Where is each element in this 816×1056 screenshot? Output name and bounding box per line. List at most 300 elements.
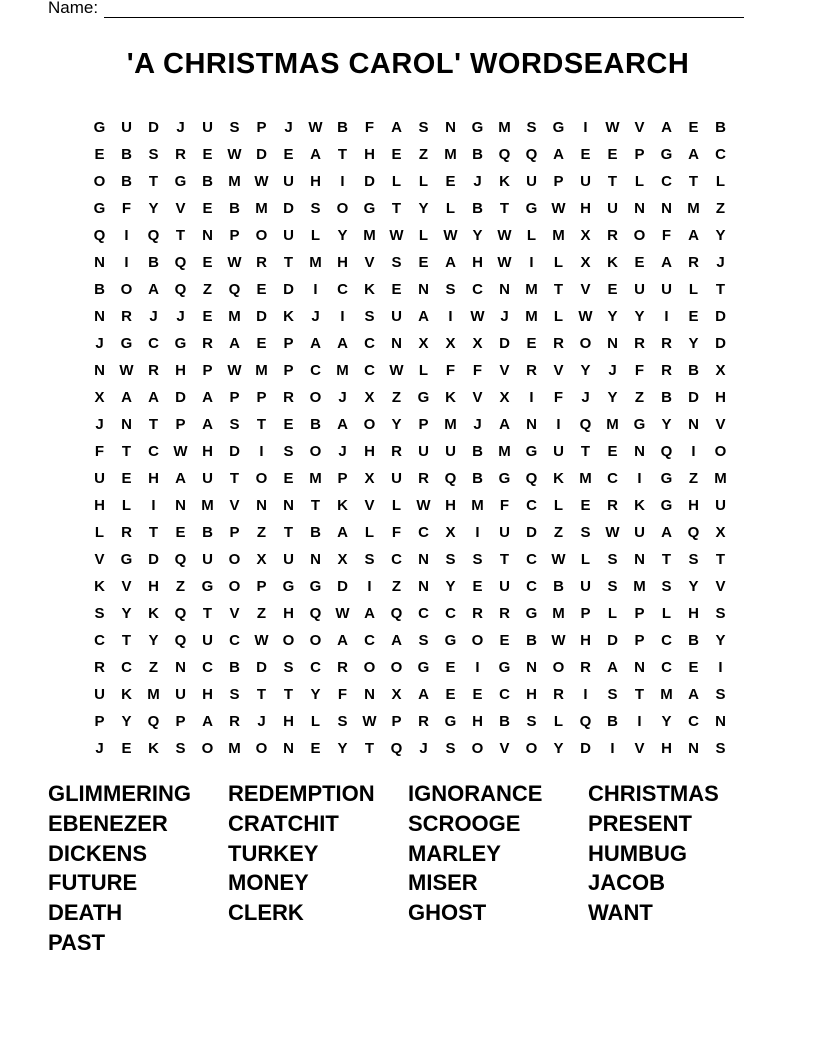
grid-letter: C xyxy=(202,659,213,676)
grid-letter: O xyxy=(309,389,322,406)
grid-letter: G xyxy=(201,578,214,595)
grid-letter: P xyxy=(283,362,294,379)
grid-letter: A xyxy=(418,686,429,703)
grid-letter: R xyxy=(499,605,510,622)
grid-row xyxy=(86,735,734,762)
grid-letter: Z xyxy=(256,524,267,541)
grid-letter: V xyxy=(580,281,591,298)
grid-letter: P xyxy=(256,578,267,595)
grid-letter: C xyxy=(607,470,618,487)
grid-letter: U xyxy=(202,470,213,487)
grid-letter: A xyxy=(148,389,159,406)
grid-letter: A xyxy=(418,308,429,325)
word-item: MONEY xyxy=(228,870,309,896)
grid-letter: O xyxy=(255,740,268,757)
grid-letter: M xyxy=(147,686,160,703)
grid-letter: E xyxy=(121,740,132,757)
grid-letter: T xyxy=(553,281,564,298)
grid-letter: F xyxy=(364,119,375,136)
grid-letter: C xyxy=(526,497,537,514)
grid-letter: O xyxy=(714,443,727,460)
grid-letter: X xyxy=(364,389,375,406)
grid-letter: U xyxy=(526,173,537,190)
grid-letter: Y xyxy=(391,416,402,433)
grid-letter: I xyxy=(637,470,642,487)
grid-letter: H xyxy=(688,605,699,622)
grid-letter: J xyxy=(95,335,104,352)
grid-letter: Y xyxy=(148,200,159,217)
grid-letter: S xyxy=(229,686,240,703)
word-item: DEATH xyxy=(48,900,123,926)
grid-letter: W xyxy=(389,362,404,379)
grid-letter: Q xyxy=(93,227,106,244)
grid-letter: O xyxy=(363,416,376,433)
grid-letter: E xyxy=(634,254,645,271)
grid-letter: E xyxy=(418,254,429,271)
grid-letter: H xyxy=(715,389,726,406)
grid-letter: P xyxy=(229,227,240,244)
grid-letter: L xyxy=(418,173,429,190)
grid-letter: O xyxy=(633,227,646,244)
grid-letter: Q xyxy=(174,551,187,568)
grid-letter: U xyxy=(580,173,591,190)
grid-letter: R xyxy=(121,308,132,325)
grid-letter: A xyxy=(364,605,375,622)
grid-letter: P xyxy=(580,605,591,622)
grid-letter: Y xyxy=(337,227,348,244)
grid-letter: S xyxy=(94,605,105,622)
grid-letter: R xyxy=(526,362,537,379)
grid-letter: W xyxy=(443,227,458,244)
grid-letter: R xyxy=(418,713,429,730)
grid-letter: U xyxy=(499,524,510,541)
grid-letter: S xyxy=(310,200,321,217)
grid-letter: Z xyxy=(688,470,699,487)
grid-letter: Z xyxy=(175,578,186,595)
grid-letter: Q xyxy=(147,713,160,730)
grid-letter: N xyxy=(688,416,699,433)
grid-letter: X xyxy=(256,551,267,568)
grid-letter: R xyxy=(94,659,105,676)
grid-letter: A xyxy=(445,254,456,271)
grid-letter: W xyxy=(470,308,485,325)
grid-letter: T xyxy=(202,605,213,622)
grid-letter: N xyxy=(175,659,186,676)
grid-letter: E xyxy=(688,308,699,325)
grid-letter: L xyxy=(418,362,429,379)
grid-letter: K xyxy=(94,578,105,595)
grid-letter: B xyxy=(202,524,213,541)
grid-letter: U xyxy=(121,119,132,136)
grid-letter: R xyxy=(553,335,564,352)
grid-letter: O xyxy=(228,578,241,595)
grid-letter: U xyxy=(391,308,402,325)
grid-letter: O xyxy=(552,659,565,676)
grid-letter: F xyxy=(634,362,645,379)
grid-letter: U xyxy=(202,551,213,568)
grid-letter: S xyxy=(364,551,375,568)
grid-letter: L xyxy=(715,173,726,190)
grid-letter: H xyxy=(472,713,483,730)
grid-letter: A xyxy=(688,146,699,163)
word-item: HUMBUG xyxy=(588,840,687,866)
grid-letter: A xyxy=(337,524,348,541)
grid-letter: V xyxy=(121,578,132,595)
grid-letter: N xyxy=(607,335,618,352)
grid-letter: N xyxy=(445,119,456,136)
grid-letter: B xyxy=(526,632,537,649)
grid-letter: R xyxy=(580,659,591,676)
grid-letter: S xyxy=(688,551,699,568)
grid-row xyxy=(86,384,734,411)
grid-letter: V xyxy=(499,740,510,757)
grid-letter: E xyxy=(202,308,213,325)
grid-letter: I xyxy=(475,659,480,676)
grid-letter: C xyxy=(364,362,375,379)
grid-letter: M xyxy=(606,416,619,433)
grid-letter: V xyxy=(229,497,240,514)
grid-letter: H xyxy=(445,497,456,514)
grid-letter: U xyxy=(94,470,105,487)
grid-letter: M xyxy=(336,362,349,379)
word-item: EBENEZER xyxy=(48,810,168,836)
grid-letter: V xyxy=(715,578,726,595)
grid-letter: M xyxy=(228,308,241,325)
grid-letter: I xyxy=(529,254,534,271)
grid-letter: T xyxy=(364,740,375,757)
grid-letter: I xyxy=(718,659,723,676)
grid-letter: L xyxy=(553,308,564,325)
grid-letter: X xyxy=(445,335,456,352)
grid-letter: R xyxy=(175,146,186,163)
grid-letter: W xyxy=(254,173,269,190)
grid-letter: G xyxy=(525,605,538,622)
grid-letter: R xyxy=(202,335,213,352)
grid-letter: D xyxy=(148,119,159,136)
grid-letter: Q xyxy=(498,146,511,163)
grid-letter: M xyxy=(579,470,592,487)
grid-letter: N xyxy=(175,497,186,514)
grid-letter: F xyxy=(553,389,564,406)
grid-row xyxy=(86,357,734,384)
grid-letter: V xyxy=(715,416,726,433)
word-item: PAST xyxy=(48,929,106,955)
grid-letter: T xyxy=(229,470,240,487)
grid-letter: I xyxy=(583,119,588,136)
grid-letter: B xyxy=(688,362,699,379)
grid-letter: I xyxy=(259,443,264,460)
grid-letter: N xyxy=(418,551,429,568)
grid-letter: C xyxy=(148,443,159,460)
grid-letter: D xyxy=(715,308,726,325)
grid-letter: U xyxy=(202,119,213,136)
grid-letter: I xyxy=(124,227,129,244)
grid-letter: F xyxy=(661,227,672,244)
grid-letter: X xyxy=(418,335,429,352)
grid-letter: O xyxy=(309,632,322,649)
grid-letter: H xyxy=(337,254,348,271)
grid-letter: T xyxy=(310,497,321,514)
grid-letter: B xyxy=(661,389,672,406)
grid-letter: S xyxy=(445,281,456,298)
grid-letter: M xyxy=(525,308,538,325)
grid-letter: N xyxy=(715,713,726,730)
grid-letter: W xyxy=(362,713,377,730)
word-item: TURKEY xyxy=(228,840,319,866)
word-item: FUTURE xyxy=(48,870,138,896)
grid-letter: C xyxy=(310,362,321,379)
grid-letter: T xyxy=(499,200,510,217)
grid-letter: D xyxy=(526,524,537,541)
grid-letter: S xyxy=(607,686,618,703)
grid-letter: U xyxy=(661,281,672,298)
grid-letter: Y xyxy=(688,335,699,352)
grid-letter: L xyxy=(391,173,402,190)
grid-letter: P xyxy=(337,470,348,487)
grid-letter: S xyxy=(283,443,294,460)
grid-letter: P xyxy=(391,713,402,730)
grid-letter: S xyxy=(283,659,294,676)
grid-row xyxy=(86,114,734,141)
grid-letter: V xyxy=(634,119,645,136)
grid-letter: L xyxy=(553,254,564,271)
grid-letter: F xyxy=(499,497,510,514)
grid-letter: Z xyxy=(391,389,402,406)
grid-letter: I xyxy=(583,686,588,703)
grid-letter: L xyxy=(661,605,672,622)
grid-letter: U xyxy=(418,443,429,460)
grid-letter: E xyxy=(391,146,402,163)
grid-letter: W xyxy=(254,632,269,649)
grid-letter: G xyxy=(120,335,133,352)
grid-letter: L xyxy=(553,713,564,730)
grid-letter: P xyxy=(634,605,645,622)
grid-letter: N xyxy=(310,551,321,568)
word-item: GLIMMERING xyxy=(48,781,191,806)
grid-letter: H xyxy=(202,686,213,703)
grid-letter: A xyxy=(202,713,213,730)
grid-letter: Y xyxy=(121,713,132,730)
grid-letter: F xyxy=(121,200,132,217)
grid-letter: L xyxy=(580,551,591,568)
grid-letter: T xyxy=(121,443,132,460)
grid-letter: J xyxy=(473,173,482,190)
grid-letter: N xyxy=(499,281,510,298)
grid-letter: K xyxy=(364,281,375,298)
grid-letter: S xyxy=(715,605,726,622)
word-list xyxy=(48,779,768,958)
grid-letter: X xyxy=(391,686,402,703)
grid-letter: C xyxy=(661,659,672,676)
grid-letter: A xyxy=(688,686,699,703)
grid-letter: J xyxy=(176,308,185,325)
grid-letter: G xyxy=(498,470,511,487)
grid-letter: I xyxy=(340,308,345,325)
grid-letter: M xyxy=(228,173,241,190)
grid-letter: E xyxy=(526,335,537,352)
grid-letter: S xyxy=(661,578,672,595)
grid-letter: B xyxy=(229,200,240,217)
grid-row xyxy=(86,330,734,357)
grid-letter: T xyxy=(715,281,726,298)
grid-letter: I xyxy=(340,173,345,190)
grid-letter: S xyxy=(229,416,240,433)
grid-letter: I xyxy=(448,308,453,325)
grid-letter: Z xyxy=(148,659,159,676)
grid-letter: C xyxy=(418,605,429,622)
grid-letter: T xyxy=(148,173,159,190)
grid-letter: P xyxy=(175,713,186,730)
grid-letter: T xyxy=(499,551,510,568)
grid-letter: B xyxy=(688,632,699,649)
grid-letter: W xyxy=(227,362,242,379)
grid-letter: Q xyxy=(390,740,403,757)
grid-letter: N xyxy=(526,416,537,433)
grid-letter: A xyxy=(607,659,618,676)
grid-letter: H xyxy=(688,497,699,514)
grid-letter: C xyxy=(418,524,429,541)
grid-letter: A xyxy=(121,389,132,406)
grid-row xyxy=(86,654,734,681)
grid-letter: E xyxy=(175,524,186,541)
grid-letter: G xyxy=(552,119,565,136)
grid-letter: I xyxy=(610,740,615,757)
grid-letter: N xyxy=(418,578,429,595)
grid-letter: J xyxy=(338,443,347,460)
grid-letter: X xyxy=(364,470,375,487)
grid-letter: R xyxy=(634,335,645,352)
grid-letter: K xyxy=(445,389,456,406)
grid-letter: Q xyxy=(390,605,403,622)
grid-letter: L xyxy=(310,713,321,730)
grid-letter: D xyxy=(229,443,240,460)
grid-letter: X xyxy=(580,227,591,244)
grid-letter: L xyxy=(418,227,429,244)
grid-letter: N xyxy=(391,335,402,352)
grid-letter: D xyxy=(337,578,348,595)
grid-letter: N xyxy=(283,740,294,757)
grid-letter: T xyxy=(148,524,159,541)
grid-letter: W xyxy=(605,524,620,541)
grid-letter: C xyxy=(499,686,510,703)
grid-letter: G xyxy=(120,551,133,568)
name-field xyxy=(48,0,744,18)
page-title: 'A CHRISTMAS CAROL' WORDSEARCH xyxy=(126,48,690,80)
grid-letter: D xyxy=(148,551,159,568)
grid-letter: W xyxy=(308,119,323,136)
grid-letter: Q xyxy=(525,470,538,487)
grid-letter: N xyxy=(634,659,645,676)
grid-letter: O xyxy=(525,740,538,757)
grid-letter: U xyxy=(715,497,726,514)
grid-letter: E xyxy=(202,200,213,217)
grid-letter: M xyxy=(201,497,214,514)
grid-letter: K xyxy=(337,497,348,514)
grid-letter: U xyxy=(283,551,294,568)
grid-letter: H xyxy=(661,740,672,757)
grid-letter: H xyxy=(148,578,159,595)
grid-letter: J xyxy=(608,362,617,379)
grid-letter: T xyxy=(121,632,132,649)
grid-letter: B xyxy=(553,578,564,595)
grid-letter: J xyxy=(500,308,509,325)
grid-letter: S xyxy=(526,119,537,136)
grid-letter: R xyxy=(688,254,699,271)
grid-letter: B xyxy=(229,659,240,676)
grid-letter: X xyxy=(499,389,510,406)
grid-letter: G xyxy=(363,200,376,217)
grid-letter: Q xyxy=(444,470,457,487)
grid-letter: T xyxy=(337,146,348,163)
grid-letter: E xyxy=(445,659,456,676)
word-item: MARLEY xyxy=(408,840,501,866)
grid-letter: E xyxy=(607,443,618,460)
grid-letter: A xyxy=(553,146,564,163)
grid-row xyxy=(86,141,734,168)
grid-row xyxy=(86,276,734,303)
grid-letter: W xyxy=(551,200,566,217)
grid-letter: M xyxy=(444,416,457,433)
grid-letter: T xyxy=(715,551,726,568)
grid-letter: D xyxy=(364,173,375,190)
grid-letter: H xyxy=(148,470,159,487)
grid-letter: O xyxy=(255,227,268,244)
grid-letter: P xyxy=(256,119,267,136)
grid-letter: C xyxy=(715,146,726,163)
grid-letter: I xyxy=(475,524,480,541)
grid-letter: W xyxy=(605,119,620,136)
grid-letter: P xyxy=(94,713,105,730)
grid-letter: G xyxy=(660,470,673,487)
grid-letter: E xyxy=(472,578,483,595)
grid-letter: C xyxy=(229,632,240,649)
grid-letter: H xyxy=(202,443,213,460)
grid-letter: Z xyxy=(634,389,645,406)
grid-letter: W xyxy=(173,443,188,460)
grid-letter: N xyxy=(634,200,645,217)
grid-letter: M xyxy=(552,605,565,622)
grid-letter: O xyxy=(228,551,241,568)
grid-letter: Y xyxy=(715,227,726,244)
grid-letter: I xyxy=(637,713,642,730)
grid-letter: C xyxy=(148,335,159,352)
grid-letter: T xyxy=(283,686,294,703)
word-item: IGNORANCE xyxy=(408,781,543,806)
grid-letter: R xyxy=(229,713,240,730)
grid-letter: J xyxy=(257,713,266,730)
grid-letter: Y xyxy=(310,686,321,703)
word-item: DICKENS xyxy=(48,840,148,866)
grid-letter: E xyxy=(256,335,267,352)
grid-letter: O xyxy=(120,281,133,298)
grid-letter: N xyxy=(661,200,672,217)
grid-letter: A xyxy=(499,416,510,433)
grid-letter: C xyxy=(364,335,375,352)
grid-letter: D xyxy=(580,740,591,757)
grid-letter: E xyxy=(688,659,699,676)
grid-letter: S xyxy=(715,740,726,757)
grid-letter: T xyxy=(283,254,294,271)
grid-letter: R xyxy=(607,227,618,244)
grid-letter: D xyxy=(256,146,267,163)
name-label: Name: xyxy=(48,0,99,17)
grid-letter: J xyxy=(95,416,104,433)
grid-letter: Q xyxy=(147,227,160,244)
grid-letter: J xyxy=(149,308,158,325)
grid-letter: A xyxy=(229,335,240,352)
grid-letter: J xyxy=(338,389,347,406)
grid-row xyxy=(86,519,734,546)
